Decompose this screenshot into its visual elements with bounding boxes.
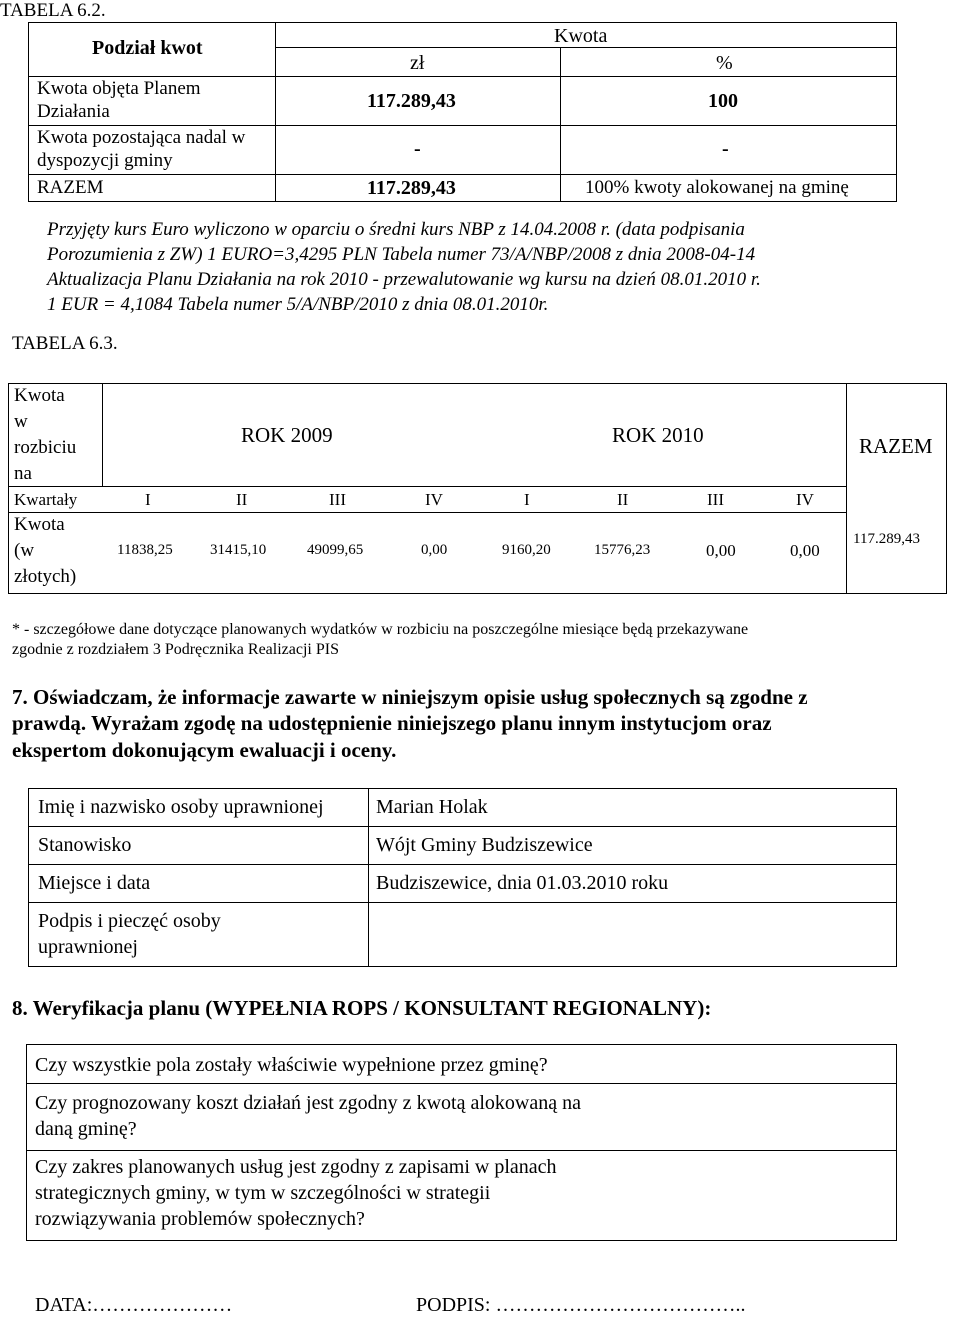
row3-label: RAZEM (37, 177, 104, 198)
razem-header: RAZEM (859, 434, 933, 458)
corner-line1: Kwota (14, 385, 65, 406)
signature-field[interactable]: PODPIS: ……………………………….. (416, 1294, 746, 1316)
verification-q3-line1: Czy zakres planowanych usług jest zgodny z zapisami w planach (35, 1156, 557, 1178)
row2-label-line2: dyspozycji gminy (37, 150, 173, 171)
quarter-2010-2: II (617, 490, 629, 509)
amount-label-line3: złotych) (14, 566, 77, 587)
note-line4: 1 EUR = 4,1084 Tabela numer 5/A/NBP/2010 z dnia 08.01.2010r. (47, 294, 549, 315)
quarter-2009-1: I (145, 490, 151, 509)
row1-label-line1: Kwota objęta Planem (37, 78, 201, 99)
amount-2009-q2: 31415,10 (210, 542, 267, 558)
footnote-line2: zgodnie z rozdziałem 3 Podręcznika Realizacji PIS (12, 641, 339, 658)
row1-zl: 117.289,43 (367, 90, 456, 112)
year-2010: ROK 2010 (612, 423, 704, 447)
sig-label-signature-line2: uprawnionej (38, 936, 138, 958)
section8-title: 8. Weryfikacja planu (WYPEŁNIA ROPS / KONSULTANT REGIONALNY): (12, 996, 712, 1020)
sig-label-name: Imię i nazwisko osoby uprawnionej (38, 796, 324, 818)
year-2009: ROK 2009 (241, 423, 333, 447)
row3-zl: 117.289,43 (367, 177, 456, 199)
amount-2009-q3: 49099,65 (307, 542, 364, 558)
corner-line4: na (14, 463, 32, 484)
amount-2010-q1: 9160,20 (502, 542, 551, 558)
sig-value-position: Wójt Gminy Budziszewice (376, 834, 593, 856)
section7-line2: prawdą. Wyrażam zgodę na udostępnienie niniejszego planu innym instytucjom oraz (12, 711, 772, 735)
verification-q3-line2: strategicznych gminy, w tym w szczególności w strategii (35, 1182, 491, 1204)
row2-zl: - (414, 138, 421, 160)
amount-label-line2: (w (14, 540, 35, 561)
note-line3: Aktualizacja Planu Działania na rok 2010 - przewalutowanie wg kursu na dzień 08.01.2010 r. (47, 269, 761, 290)
verification-q2-line2: daną gminę? (35, 1118, 137, 1140)
amount-2010-q4: 0,00 (790, 541, 820, 560)
verification-q1: Czy wszystkie pola zostały właściwie wypełnione przez gminę? (35, 1054, 548, 1076)
quarter-2010-4: IV (796, 490, 814, 509)
note-line1: Przyjęty kurs Euro wyliczono w oparciu o średni kurs NBP z 14.04.2008 r. (data podpisania (47, 219, 745, 240)
quarter-2010-1: I (524, 490, 530, 509)
amount-2009-q1: 11838,25 (117, 542, 173, 558)
corner-line3: rozbiciu (14, 437, 77, 458)
row1-pct: 100 (708, 90, 738, 112)
amount-label-line1: Kwota (14, 514, 65, 535)
quarter-2010-3: III (707, 490, 724, 509)
amount-total: 117.289,43 (853, 531, 920, 547)
amount-2010-q2: 15776,23 (594, 542, 651, 558)
row2-pct: - (722, 138, 729, 160)
col-zl: zł (410, 52, 425, 74)
amount-2009-q4: 0,00 (421, 542, 448, 558)
col-percent: % (716, 52, 733, 74)
section7-line1: 7. Oświadczam, że informacje zawarte w niniejszym opisie usług społecznych są zgodne z (12, 685, 808, 709)
quarter-2009-2: II (236, 490, 248, 509)
sig-value-signature[interactable] (369, 903, 896, 966)
footnote-line1: * - szczegółowe dane dotyczące planowanych wydatków w rozbiciu na poszczególne miesiące będą przekazywane (12, 621, 749, 638)
sig-label-position: Stanowisko (38, 834, 132, 856)
sig-value-name: Marian Holak (376, 796, 488, 818)
sig-value-place-date: Budziszewice, dnia 01.03.2010 roku (376, 872, 669, 894)
amount-2010-q3: 0,00 (706, 541, 736, 560)
corner-line2: w (14, 411, 28, 432)
header-podzial-kwot: Podział kwot (92, 37, 203, 59)
section7-line3: ekspertom dokonującym ewaluacji i oceny. (12, 738, 397, 762)
verification-q2-line1: Czy prognozowany koszt działań jest zgodny z kwotą alokowaną na (35, 1092, 581, 1114)
sig-label-place-date: Miejsce i data (38, 872, 151, 894)
quarters-label: Kwartały (14, 490, 78, 509)
quarter-2009-4: IV (425, 490, 443, 509)
sig-label-signature-line1: Podpis i pieczęć osoby (38, 910, 221, 932)
header-kwota: Kwota (554, 25, 608, 47)
table-6-2-title: TABELA 6.2. (0, 0, 106, 21)
verification-q3-line3: rozwiązywania problemów społecznych? (35, 1208, 365, 1230)
row3-pct: 100% kwoty alokowanej na gminę (585, 177, 849, 198)
quarter-2009-3: III (329, 490, 346, 509)
table-6-3-title: TABELA 6.3. (12, 333, 118, 354)
row1-label-line2: Działania (37, 101, 110, 122)
row2-label-line1: Kwota pozostająca nadal w (37, 127, 246, 148)
date-field[interactable]: DATA:………………… (35, 1294, 233, 1316)
note-line2: Porozumienia z ZW) 1 EURO=3,4295 PLN Tabela numer 73/A/NBP/2008 z dnia 2008-04-14 (47, 244, 756, 265)
